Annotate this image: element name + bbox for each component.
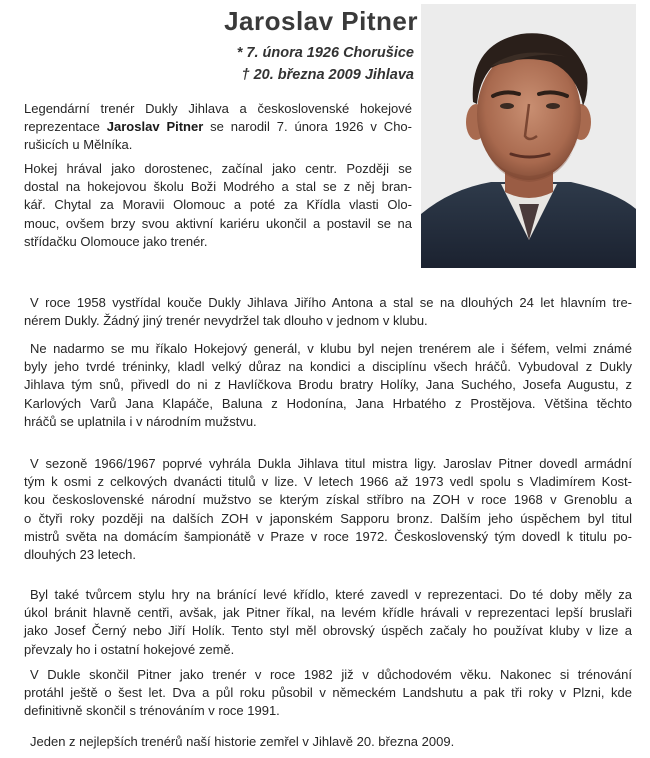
- text-line: [24, 118, 412, 136]
- portrait-illustration: [421, 4, 636, 268]
- text-line: V roce 1958 vystřídal kouče Dukly Jihlava Jiřího Antona a stal se na dlouhých 24 let hlavním tre-: [30, 295, 632, 310]
- text-line: Byl také tvůrcem stylu hry na bránící levé křídlo, které zavedl v reprezentaci. Do té doby měly za: [30, 587, 632, 602]
- text-line: střídačku Olomouce jako trenér.: [24, 233, 208, 249]
- text-line: tým k osmi z celkových dvanácti titulů v lize. V letech 1966 až 1973 vedl spolu s Vladimírem Kost-: [24, 474, 632, 490]
- text-line: rušicích u Mělníka.: [24, 137, 133, 153]
- text-line: byly jeho tvrdé tréninky, kladl velký důraz na kondici a disciplínu všech hráčů. Vybudoval z Dukly: [24, 359, 632, 375]
- text-line: V sezoně 1966/1967 poprvé vyhrála Dukla Jihlava titul mistra ligy. Jaroslav Pitner dovedl armádní: [30, 456, 632, 471]
- person-name: Jaroslav Pitner: [106, 119, 204, 135]
- text-line: kou československé národní mužstvo se kterým získal stříbro na ZOH v roce 1968 v Grenoblu a: [24, 492, 632, 508]
- text-line: definitivně skončil s trénováním v roce 1991.: [24, 703, 280, 719]
- text-line: Legendární trenér Dukly Jihlava a československé hokejové: [24, 101, 412, 116]
- portrait-photo: [421, 4, 636, 268]
- text-line: Ne nadarmo se mu říkalo Hokejový generál, v klubu byl nejen trenérem ale i šéfem, velmi známé: [30, 341, 632, 356]
- page-title: Jaroslav Pitner: [224, 6, 418, 36]
- text-segment: se narodil 7. února 1926 v Cho-: [203, 119, 412, 135]
- text-line: jako Josef Černý nebo Jiří Holík. Tento styl měl obrovský úspěch začaly ho používat kluby v lize a: [24, 623, 632, 639]
- text-line: Karlových Varů Jana Klapáče, Baluna z Hodonína, Jana Hrbatého z Prostějova. Většina těchto: [24, 395, 632, 411]
- text-line: mouc, ovšem brzy svou aktivní kariéru ukončil a postavil se na: [24, 215, 412, 231]
- death-info: † 20. března 2009 Jihlava: [241, 67, 414, 83]
- text-line: Hokej hrával jako dorostenec, začínal jako centr. Později se: [24, 161, 412, 176]
- text-segment: reprezentace: [24, 119, 107, 135]
- text-line: mistrů světa na domácím šampionátě v Praze v roce 1972. Československý tým dovedl k titulu po-: [24, 528, 632, 544]
- text-line: hráčů se uplatnila i v národním mužstvu.: [24, 413, 257, 429]
- text-line: Jihlava tým snů, přivedl do ni z Havlíčkova Brodu bratry Holíky, Jana Suchého, Josefa Augustu, z: [24, 377, 632, 393]
- text-line: V Dukle skončil Pitner jako trenér v roce 1982 již v důchodovém věku. Nakonec si trénování: [30, 667, 632, 682]
- text-line: převzaly ho i ostatní hokejové země.: [24, 641, 235, 657]
- text-line: protáhl ještě o šest let. Dva a půl roku působil v německém Landshutu a pak tři roky v Plzni, kde: [24, 685, 632, 701]
- text-line: kář. Chytal za Moravii Olomouc a poté za Křídla vlasti Olo-: [24, 197, 412, 213]
- text-line: o čtyři roky později na dalších ZOH v japonském Sapporu bronz. Dalším jeho úspěchem byl titul: [24, 510, 632, 526]
- birth-info: * 7. února 1926 Chorušice: [236, 45, 414, 61]
- text-line: dlouhých 23 letech.: [24, 547, 137, 562]
- text-line: úkol bránit hlavně centři, avšak, jak Pitner říkal, na levém křídle hrávali v reprezentaci lepší bruslaři: [24, 605, 632, 621]
- text-line: Jeden z nejlepších trenérů naší historie zemřel v Jihlavě 20. března 2009.: [30, 734, 455, 749]
- text-line: dostal na hokejovou školu Boži Modrého a stal se z něj bran-: [24, 179, 412, 195]
- text-line: nérem Dukly. Žádný jiný trenér nevydržel tak dlouho v jednom v klubu.: [24, 313, 428, 329]
